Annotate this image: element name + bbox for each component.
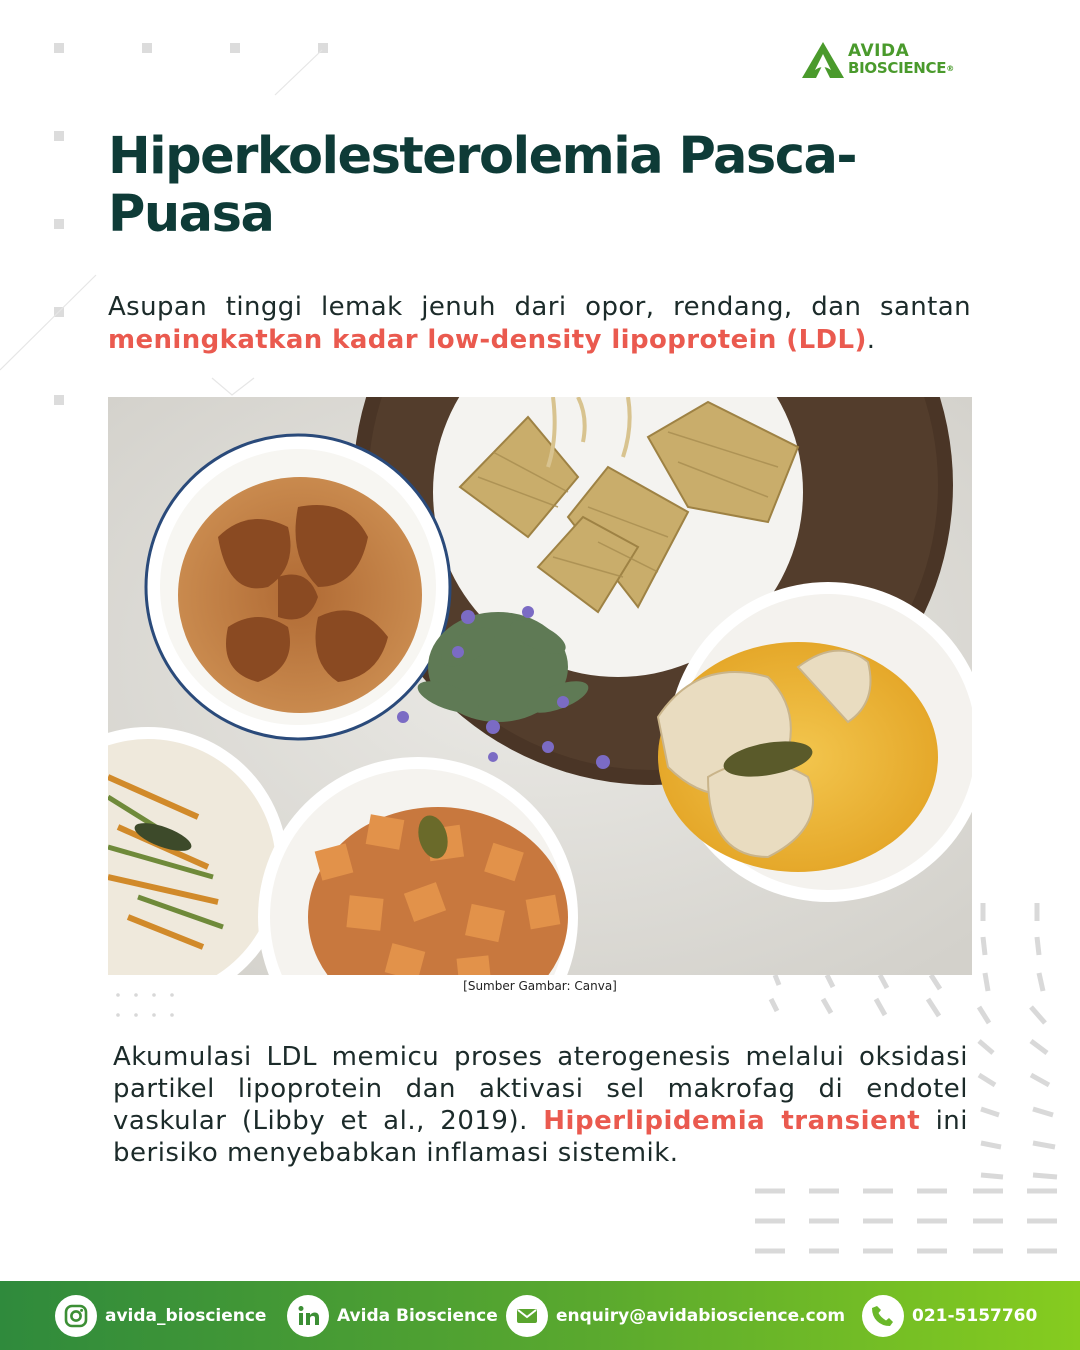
brand-mark: ® [946,64,954,73]
footer-instagram[interactable] [55,1294,266,1338]
footer-linkedin[interactable] [287,1294,498,1338]
linkedin-name: Avida Bioscience [337,1306,498,1326]
footer-phone[interactable] [862,1294,1037,1338]
body-text: Akumulasi LDL memicu proses aterogenesis melalui oksidasi partikel lipoprotein dan aktivasi sel makrofag di endotel vaskular (Libby et al., 2019). [113,1042,968,1136]
phone-number: 021-5157760 [912,1306,1038,1326]
footer-email[interactable] [506,1294,845,1338]
avida-logo[interactable] [800,38,1000,82]
instagram-handle: avida_bioscience [105,1306,267,1326]
image-caption: [Sumber Gambar: Canva] [463,979,617,993]
footer-bar [0,1281,1080,1350]
intro-paragraph [108,291,971,357]
linkedin-icon [287,1295,329,1337]
email-address: enquiry@avidabioscience.com [556,1306,846,1326]
instagram-icon [55,1295,97,1337]
mail-icon [506,1295,548,1337]
body-end: ini berisiko menyebabkan inflamasi sistemik. [113,1106,968,1168]
body-paragraph [113,1041,968,1169]
phone-icon [862,1295,904,1337]
body-highlight: Hiperlipidemia transient [543,1106,921,1136]
brand-line2: BIOSCIENCE [848,59,947,77]
brand-line1: AVIDA [848,41,910,61]
intro-highlight: meningkatkan kadar low-density lipoprotein (LDL) [108,325,867,355]
food-photo [108,397,972,975]
page-title: Hiperkolesterolemia Pasca-Puasa [108,127,857,244]
avida-logo-icon [800,40,846,80]
intro-text: Asupan tinggi lemak jenuh dari opor, rendang, dan santan [108,292,971,322]
intro-end: . [866,325,876,355]
